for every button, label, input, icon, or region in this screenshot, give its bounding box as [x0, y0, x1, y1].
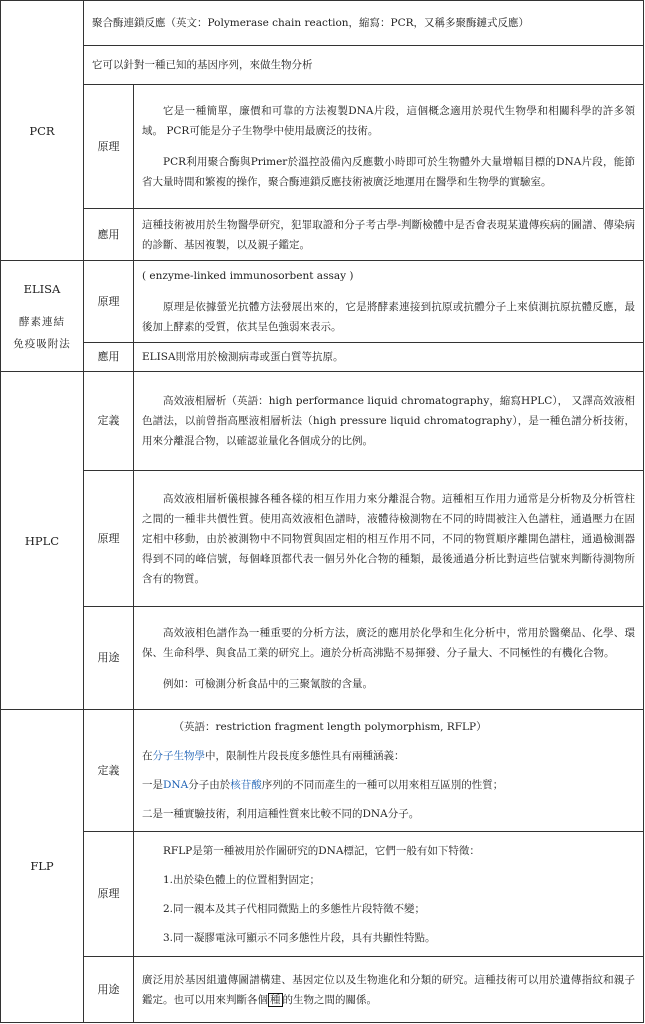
- hplc-principle-text: 高效液相層析儀根據各種各樣的相互作用力來分離混合物。這種相互作用力通常是分析物及分析管柱之間的一種非共價性質。使用高效液相色譜時，液體待檢測物在不同的時間被注入色譜柱，通過壓力在固定相中移動，由於被測物中不同物質與固定相的相互作用不同，不同的物質順序離開色譜柱，通過檢測器得到不同的峰信號，每個峰頂都代表一個另外化合物的種類，最後通過分析比對這些信號來判斷待測物所含有的物質。: [142, 492, 636, 585]
- flp-principle-intro: RFLP是第一種被用於作圖研究的DNA標記，它們一般有如下特徵：: [163, 844, 480, 857]
- table-row: [1, 832, 644, 957]
- elisa-label: [1, 261, 84, 372]
- hplc-use: [134, 607, 644, 710]
- hplc-use-p1: 高效液相色譜作為一種重要的分析方法，廣泛的應用於化學和生化分析中，常用於醫藥品、化學、環保、生命科學、與食品工業的研究上。適於分析高沸點不易揮發、分子量大、不同極性的有機化合物。: [142, 626, 636, 659]
- table-row: [1, 85, 644, 209]
- pcr-application: 這種技術被用於生物醫學研究，犯罪取證和分子考古學-判斷檢體中是否會表現某遺傳疾病的圖譜、傳染病的診斷、基因複製，以及親子鑑定。: [134, 209, 644, 261]
- table-row: [1, 1, 644, 46]
- hplc-principle-label: 原理: [84, 471, 134, 607]
- pcr-principle-p2: PCR利用聚合酶與Primer於溫控設備內反應數小時即可於生物體外大量增幅目標的DNA片段，能節省大量時間和繁複的操作，聚合酶連鎖反應技術被廣泛地運用在醫學和生物學的實驗室。: [142, 156, 636, 188]
- elisa-label-text: ELISA: [23, 281, 61, 296]
- flp-def-line2-mid: 分子由於: [188, 779, 231, 791]
- elisa-principle: [134, 261, 644, 343]
- nucleotide-link[interactable]: 核苷酸: [230, 779, 262, 791]
- table-row: [1, 607, 644, 710]
- flp-principle-item3: 3.同一凝膠電泳可顯示不同多態性片段，具有共顯性特點。: [163, 931, 436, 944]
- flp-def-line1-pre: 在: [142, 750, 153, 762]
- flp-def-line2-post: 序列的不同而產生的一種可以用來相互區別的性質；: [261, 779, 504, 791]
- pcr-principle-label: 原理: [84, 85, 134, 209]
- flp-def-line1-post: 中，限制性片段長度多態性具有兩種涵義：: [205, 750, 405, 762]
- flp-definition: [134, 710, 644, 832]
- pcr-principle-p1: 它是一種簡單，廉價和可靠的方法複製DNA片段，這個概念適用於現代生物學和相關科學的許多領域。 PCR可能是分子生物學中使用最廣泛的技術。: [142, 105, 636, 137]
- table-row: [1, 372, 644, 471]
- hplc-principle: [134, 471, 644, 607]
- table-row: [1, 261, 644, 343]
- pcr-application-label: 應用: [84, 209, 134, 261]
- flp-principle: [134, 832, 644, 957]
- pcr-description: 它可以針對一種已知的基因序列，來做生物分析: [84, 46, 644, 85]
- pcr-principle: [134, 85, 644, 209]
- flp-def-line1: [142, 746, 635, 766]
- hplc-definition-label: 定義: [84, 372, 134, 471]
- flp-use-pre: 廣泛用於基因組遺傳圖譜構建、基因定位以及生物進化和分類的研究。這種技術可以用於遺傳指紋和親子鑑定。也可以用來判斷各個: [142, 973, 636, 1006]
- table-row: [1, 471, 644, 607]
- flp-use-post: 的生物之間的關係。: [282, 993, 377, 1006]
- elisa-label-sub1: 酵素連結: [19, 315, 65, 328]
- flp-def-line2: [142, 775, 635, 795]
- hplc-use-label: 用途: [84, 607, 134, 710]
- flp-use-boxed: 種: [270, 993, 281, 1006]
- flp-def-english: （英語：restriction fragment length polymorphism, RFLP）: [173, 721, 487, 733]
- table-row: [1, 343, 644, 372]
- hplc-label: HPLC: [1, 372, 84, 710]
- flp-use-label: 用途: [84, 957, 134, 1023]
- flp-def-line2-pre: 一是: [142, 779, 163, 791]
- table-row: [1, 957, 644, 1023]
- elisa-application: ELISA則常用於檢測病毒或蛋白質等抗原。: [134, 343, 644, 372]
- dna-link[interactable]: DNA: [163, 779, 189, 791]
- hplc-use-p2: 例如：可檢測分析食品中的三聚氰胺的含量。: [163, 677, 373, 690]
- flp-definition-label: 定義: [84, 710, 134, 832]
- table-row: [1, 46, 644, 85]
- pcr-full-name: 聚合酶連鎖反應（英文：Polymerase chain reaction，縮寫：PCR，又稱多聚酶鏈式反應）: [84, 1, 644, 46]
- elisa-principle-label: 原理: [84, 261, 134, 343]
- flp-use: [134, 957, 644, 1023]
- table-row: [1, 209, 644, 261]
- flp-def-line3: 二是一種實驗技術，利用這種性質來比較不同的DNA分子。: [142, 808, 420, 820]
- elisa-application-label: 應用: [84, 343, 134, 372]
- elisa-principle-p2: 原理是依據螢光抗體方法發展出來的，它是將酵素連接到抗原或抗體分子上來偵測抗原抗體反應，最後加上酵素的受質，依其呈色強弱來表示。: [142, 301, 636, 333]
- hplc-definition: [134, 372, 644, 471]
- pcr-label-text: PCR: [29, 123, 55, 138]
- table-row: [1, 710, 644, 832]
- hplc-definition-text: 高效液相層析（英語：high performance liquid chromatography，縮寫HPLC）， 又譯高效液相色譜法，以前曾指高壓液相層析法（high pressure liquid chromatography），是一種色譜分析技術，用來分離混合物，以確認並量化各個成分的比例。: [142, 395, 636, 447]
- molecular-biology-link[interactable]: 分子生物學: [152, 750, 205, 762]
- elisa-label-sub2: 免疫吸附法: [13, 337, 71, 350]
- pcr-label: [1, 1, 84, 261]
- flp-principle-item1: 1.出於染色體上的位置相對固定；: [163, 873, 321, 886]
- flp-principle-label: 原理: [84, 832, 134, 957]
- flp-label: FLP: [1, 710, 84, 1023]
- flp-principle-item2: 2.同一親本及其子代相同微點上的多態性片段特徵不變；: [163, 902, 426, 915]
- elisa-principle-p1: ( enzyme-linked immunosorbent assay ): [142, 270, 354, 282]
